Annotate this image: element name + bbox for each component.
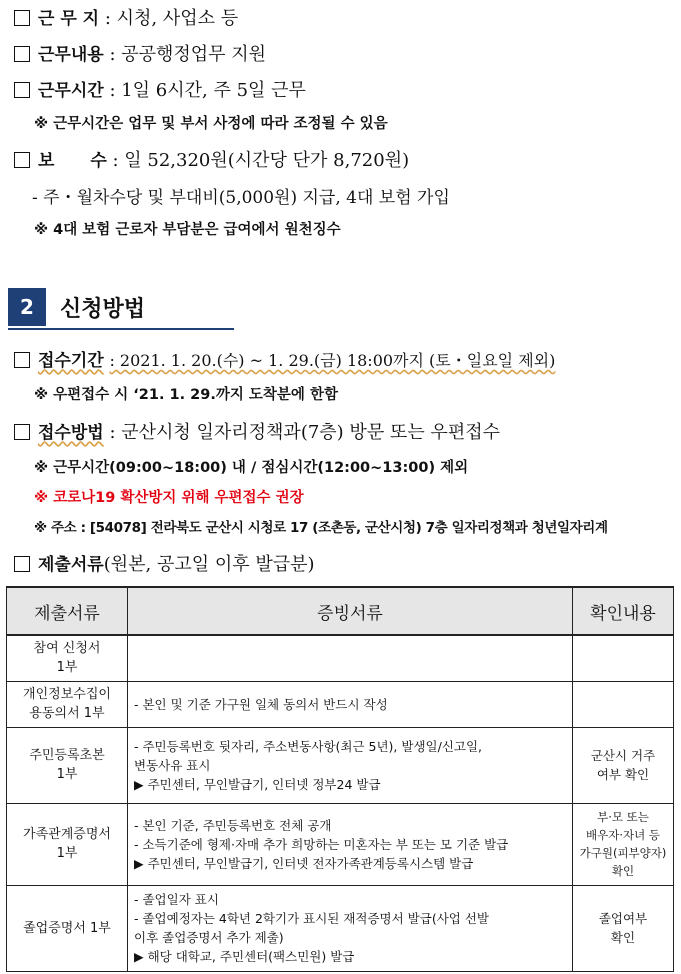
evidence-cell bbox=[128, 803, 573, 885]
work-hours-line bbox=[14, 76, 306, 102]
method-note-address: ※ 주소 : [54078] 전라북도 군산시 시청로 17 (조촌동, 군산시청) 7층 일자리정책과 청년일자리계 bbox=[34, 520, 608, 536]
evidence-cell bbox=[128, 681, 573, 727]
checkbox-square-icon bbox=[14, 46, 30, 62]
evidence-cell bbox=[128, 635, 573, 681]
header-evidence: 증빙서류 bbox=[128, 587, 573, 635]
check-cell bbox=[573, 803, 674, 885]
period-label: 접수기간 bbox=[38, 351, 104, 371]
check-cell bbox=[573, 885, 674, 971]
docs-paren: (원본, 공고일 이후 발급분) bbox=[103, 554, 315, 575]
documents-table bbox=[6, 586, 674, 972]
docs-title: 제출서류 bbox=[38, 555, 104, 575]
doc-name: 주민등록초본 1부 bbox=[29, 748, 105, 782]
pay-line bbox=[14, 146, 409, 172]
table-row bbox=[7, 681, 674, 727]
table-row bbox=[7, 727, 674, 803]
doc-name: 개인정보수집이 용동의서 1부 bbox=[23, 687, 111, 721]
period-value: : 2021. 1. 20.(수) ~ 1. 29.(금) 18:00까지 (토・일요일 제외) bbox=[109, 351, 556, 370]
work-hours-note: ※ 근무시간은 업무 및 부서 사정에 따라 조정될 수 있음 bbox=[34, 116, 388, 132]
work-place-line bbox=[14, 4, 238, 30]
doc-cell bbox=[7, 727, 128, 803]
doc-name: 졸업증명서 1부 bbox=[23, 920, 111, 936]
section-number: 2 bbox=[8, 288, 46, 326]
method-note-hours: ※ 근무시간(09:00~18:00) 내 / 점심시간(12:00~13:00) 제외 bbox=[34, 460, 469, 476]
doc-cell bbox=[7, 885, 128, 971]
pay-label: 보 수 bbox=[38, 151, 107, 171]
table-row bbox=[7, 885, 674, 971]
work-content-line bbox=[14, 40, 266, 66]
evidence-text: - 졸업일자 표시 - 졸업예정자는 4학년 2학기가 표시된 재적증명서 발급(사업 선발 이후 졸업증명서 추가 제출) ▶ 해당 대학교, 주민센터(팩스민원) 발급 bbox=[134, 892, 489, 964]
header-doc: 제출서류 bbox=[7, 587, 128, 635]
checkbox-square-icon bbox=[14, 152, 30, 168]
checkbox-square-icon bbox=[14, 82, 30, 98]
table-header-row bbox=[7, 587, 674, 635]
work-content-value: : 공공행정업무 지원 bbox=[109, 44, 267, 65]
docs-line bbox=[14, 550, 315, 576]
check-cell bbox=[573, 727, 674, 803]
doc-name: 참여 신청서 1부 bbox=[33, 641, 101, 676]
checkbox-square-icon bbox=[14, 556, 30, 572]
evidence-text: - 주민등록번호 뒷자리, 주소변동사항(최근 5년), 발생일/신고일, 변동사유 표시 ▶ 주민센터, 무인발급기, 인터넷 정부24 발급 bbox=[134, 738, 483, 792]
section-2-header bbox=[8, 288, 234, 330]
doc-cell bbox=[7, 803, 128, 885]
check-text: 군산시 거주 여부 확인 bbox=[590, 748, 656, 782]
evidence-cell bbox=[128, 885, 573, 971]
evidence-text: - 본인 기준, 주민등록번호 전체 공개 - 소득기준에 형제·자매 추가 희망하는 미혼자는 부 또는 모 기준 발급 ▶ 주민센터, 무인발급기, 인터넷 전자가족관계등록시스템 발급 bbox=[134, 817, 509, 871]
method-line bbox=[14, 418, 500, 444]
pay-sub-line: - 주・월차수당 및 부대비(5,000원) 지급, 4대 보험 가입 bbox=[32, 188, 450, 208]
check-text: 졸업여부 확인 bbox=[598, 911, 648, 945]
method-label: 접수방법 bbox=[38, 423, 104, 443]
header-check: 확인내용 bbox=[573, 587, 674, 635]
method-value: : 군산시청 일자리정책과(7층) 방문 또는 우편접수 bbox=[109, 422, 500, 443]
period-note: ※ 우편접수 시 ‘21. 1. 29.까지 도착분에 한함 bbox=[34, 387, 339, 403]
doc-cell bbox=[7, 635, 128, 681]
check-text: 부·모 또는 배우자·자녀 등 가구원(피부양자) 확인 bbox=[579, 810, 667, 878]
checkbox-square-icon bbox=[14, 352, 30, 368]
pay-value: : 일 52,320원(시간당 단가 8,720원) bbox=[112, 150, 410, 171]
doc-name: 가족관계증명서 1부 bbox=[23, 827, 111, 861]
work-hours-label: 근무시간 bbox=[38, 81, 104, 101]
check-cell bbox=[573, 681, 674, 727]
method-note-covid: ※ 코로나19 확산방지 위해 우편접수 권장 bbox=[34, 490, 304, 506]
doc-cell bbox=[7, 681, 128, 727]
period-line bbox=[14, 346, 555, 371]
check-cell bbox=[573, 635, 674, 681]
pay-note: ※ 4대 보험 근로자 부담분은 급여에서 원천징수 bbox=[34, 222, 341, 238]
evidence-text: - 본인 및 기준 가구원 일체 동의서 반드시 작성 bbox=[134, 696, 388, 712]
table-row bbox=[7, 803, 674, 885]
work-place-value: : 시청, 사업소 등 bbox=[104, 8, 239, 29]
table-row bbox=[7, 635, 674, 681]
section-title: 신청방법 bbox=[60, 297, 146, 322]
evidence-cell bbox=[128, 727, 573, 803]
checkbox-square-icon bbox=[14, 424, 30, 440]
work-hours-value: : 1일 6시간, 주 5일 근무 bbox=[109, 80, 306, 101]
work-place-label: 근 무 지 bbox=[38, 9, 100, 29]
checkbox-square-icon bbox=[14, 10, 30, 26]
work-content-label: 근무내용 bbox=[38, 45, 104, 65]
